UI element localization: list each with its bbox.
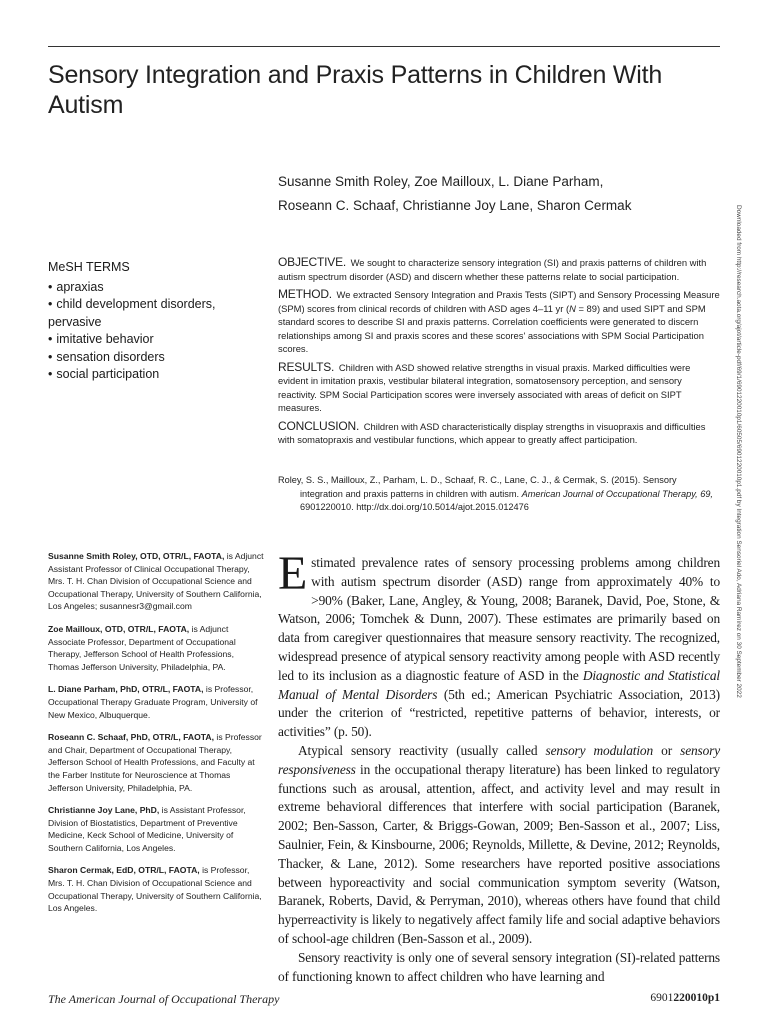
affiliation-text: is Professor, Occupational Therapy Graduate Program, University of New Mexico, Albuquerque. — [48, 684, 258, 720]
mesh-term-list — [48, 279, 268, 384]
mesh-term: • child development disorders, pervasive — [48, 296, 268, 331]
affiliation-name: Sharon Cermak, EdD, OTR/L, FAOTA, — [48, 865, 200, 876]
results-text: Children with ASD showed relative strengths in visual praxis. Marked difficulties were evident in imitation praxis, vestibular bilateral integration, somatosensory perception, and sensory reactivity. SPM Social Participation scores were inversely associated with areas of deficit on SIPT measures. — [278, 361, 691, 413]
objective-label: OBJECTIVE. — [278, 255, 347, 269]
body-italic: Diagnostic and Statistical Manual of Mental Disorders — [278, 667, 720, 702]
body-paragraph-2 — [278, 742, 720, 949]
affiliation — [48, 804, 266, 854]
body-text: in the occupational therapy literature) has been linked to regulatory functions such as arousal, attention, affect, and activity level and may result in extreme behavioral differences that interfere with social participation (Baranek, 2002; Ben-Sasson, Carter, & Briggs-Gowan, 2009; Ben-Sasson et al., 2007; Liss, Saulnier, Fein, & Kinsbourne, 2006; Reynolds, Millette, & Devine, 2012; Reynolds, Thacker, & Lane, 2012). Some researchers have reported positive associations between hyporeactivity and social communication symptom severity (Watson, Baranek, Roberts, David, & Perryman, 2010), whereas others have found that child hyperreactivity is likely to negatively affect family life and social adaptive behaviors of school-age children (Ben-Sasson et al., 2009). — [278, 761, 720, 946]
results-label: RESULTS. — [278, 359, 335, 374]
mesh-term: • social participation — [48, 366, 268, 384]
body-italic: sensory responsiveness — [278, 742, 721, 777]
citation-authors: Roley, S. S., Mailloux, Z., Parham, L. D., Schaaf, R. C., Lane, C. J., & Cermak, S. (2015). Sensory integration and praxis patterns in children with autism. — [278, 475, 677, 499]
affiliation-name: L. Diane Parham, PhD, OTR/L, FAOTA, — [48, 684, 204, 695]
citation — [278, 474, 720, 515]
drop-cap: E — [278, 547, 308, 600]
affiliation-text: is Professor, Mrs. T. H. Chan Division of Occupational Science and Occupational Therapy, University of Southern California, Los Angeles. — [48, 865, 262, 914]
mesh-term: • imitative behavior — [48, 331, 268, 349]
affiliation — [48, 731, 266, 794]
method-n: N — [569, 302, 576, 314]
abstract-conclusion — [278, 420, 720, 447]
affiliation-text: is Adjunct Associate Professor, Department of Occupational Therapy, Jefferson School of Health Professions, Thomas Jefferson University, Philadelphia, PA. — [48, 623, 236, 672]
author-list — [278, 170, 718, 218]
footer-journal-name: The American Journal of Occupational Therapy — [48, 992, 280, 1006]
affiliation-name: Roseann C. Schaaf, PhD, OTR/L, FAOTA, — [48, 732, 215, 743]
affiliation — [48, 550, 266, 613]
citation-doi: 6901220010. http://dx.doi.org/10.5014/ajot.2015.012476 — [300, 502, 529, 512]
method-text-1: We extracted Sensory Integration and Praxis Tests (SIPT) and Sensory Processing Measure (SPM) scores from clinical records of children with ASD ages 4–11 yr ( — [278, 289, 720, 314]
method-label: METHOD. — [278, 287, 332, 301]
abstract-results — [278, 361, 720, 415]
body-text: stimated prevalence rates of sensory processing problems among children with autism spectrum disorder (ASD) range from approximately 40% to >90% (Baker, Lane, Angley, & Young, 2008; Baranek, David, Poe, Stone, & Watson, 2006; Tomchek & Dunn, 2007). These estimates are primarily based on data from caregiver questionnaires that measure sensory reactivity. The recognized, widespread presence of atypical sensory reactivity among people with ASD recently led to its inclusion as a diagnostic feature of ASD in the — [278, 555, 720, 683]
affiliation-name: Christianne Joy Lane, PhD, — [48, 805, 160, 816]
page-prefix: 6901 — [650, 992, 674, 1004]
affiliation-text: is Adjunct Assistant Professor of Clinical Occupational Therapy, Mrs. T. H. Chan Division of Occupational Science and Occupational Therapy, University of Southern California, Los Angeles; susannesr3@gmail.com — [48, 551, 264, 612]
affiliation-text: is Assistant Professor, Division of Biostatistics, Department of Preventive Medicine, Keck School of Medicine, University of Southern California, Los Angeles. — [48, 805, 246, 853]
top-rule — [48, 46, 720, 47]
body-text: Sensory reactivity is only one of several sensory integration (SI)-related patterns of functioning known to affect children who have learning and — [278, 949, 720, 984]
body-italic: sensory modulation — [545, 742, 654, 758]
body-text: or — [653, 742, 681, 758]
abstract-method — [278, 288, 720, 356]
affiliation — [48, 623, 266, 673]
objective-text: We sought to characterize sensory integration (SI) and praxis patterns of children with autism spectrum disorder (ASD) and discern whether these patterns relate to social participation. — [278, 257, 707, 282]
author-affiliations — [48, 550, 266, 925]
citation-journal: American Journal of Occupational Therapy, 69, — [521, 488, 713, 499]
mesh-heading: MeSH TERMS — [48, 260, 130, 274]
affiliation-text: is Professor and Chair, Department of Occupational Therapy, Jefferson School of Health Professions, and Faculty at the Farber Institute for Neuroscience at Thomas Jefferson University, Philadelphia, PA. — [48, 732, 262, 793]
article-body — [278, 547, 721, 986]
download-watermark: Downloaded from http://research.aota.org/ajot/article-pdf/69/1/6901220010p1/60505/6901220010p1.pdf by Integration Sensoriel Ado, Adriana Ramírez on 30 September 2022 — [735, 205, 742, 698]
mesh-term: • sensation disorders — [48, 349, 268, 367]
mesh-terms — [48, 259, 268, 384]
body-paragraph-3 — [278, 949, 720, 987]
footer-page-number — [620, 992, 720, 1004]
affiliation — [48, 864, 266, 914]
affiliation-name: Zoe Mailloux, OTD, OTR/L, FAOTA, — [48, 623, 190, 634]
mesh-term: • apraxias — [48, 279, 268, 297]
body-text: Atypical sensory reactivity (usually called — [298, 742, 546, 758]
body-paragraph-1 — [278, 547, 720, 742]
page-suffix: 220010p1 — [673, 992, 720, 1004]
affiliation — [48, 683, 266, 721]
conclusion-text: Children with ASD characteristically display strengths in visuopraxis and difficulties with somatopraxis and vestibular functions, which appear to greatly affect participation. — [278, 420, 706, 445]
authors-line-1: Susanne Smith Roley, Zoe Mailloux, L. Diane Parham, — [278, 174, 604, 189]
abstract-objective — [278, 256, 720, 283]
article-title: Sensory Integration and Praxis Patterns in Children With Autism — [48, 61, 663, 119]
method-text-2: = 89) and used SIPT and SPM standard scores to describe SI and praxis patterns. Correlation coefficients were generated to discern relationships among SI and praxis scores and these scores' associations with SPM Social Participation scores. — [278, 302, 706, 354]
affiliation-name: Susanne Smith Roley, OTD, OTR/L, FAOTA, — [48, 551, 225, 561]
body-text: (5th ed.; American Psychiatric Association, 2013) under the criterion of “restricted, repetitive patterns of behavior, interests, or activities” (p. 50). — [278, 686, 720, 740]
conclusion-label: CONCLUSION. — [278, 418, 360, 433]
authors-line-2: Roseann C. Schaaf, Christianne Joy Lane, Sharon Cermak — [278, 198, 632, 213]
abstract — [278, 256, 720, 452]
